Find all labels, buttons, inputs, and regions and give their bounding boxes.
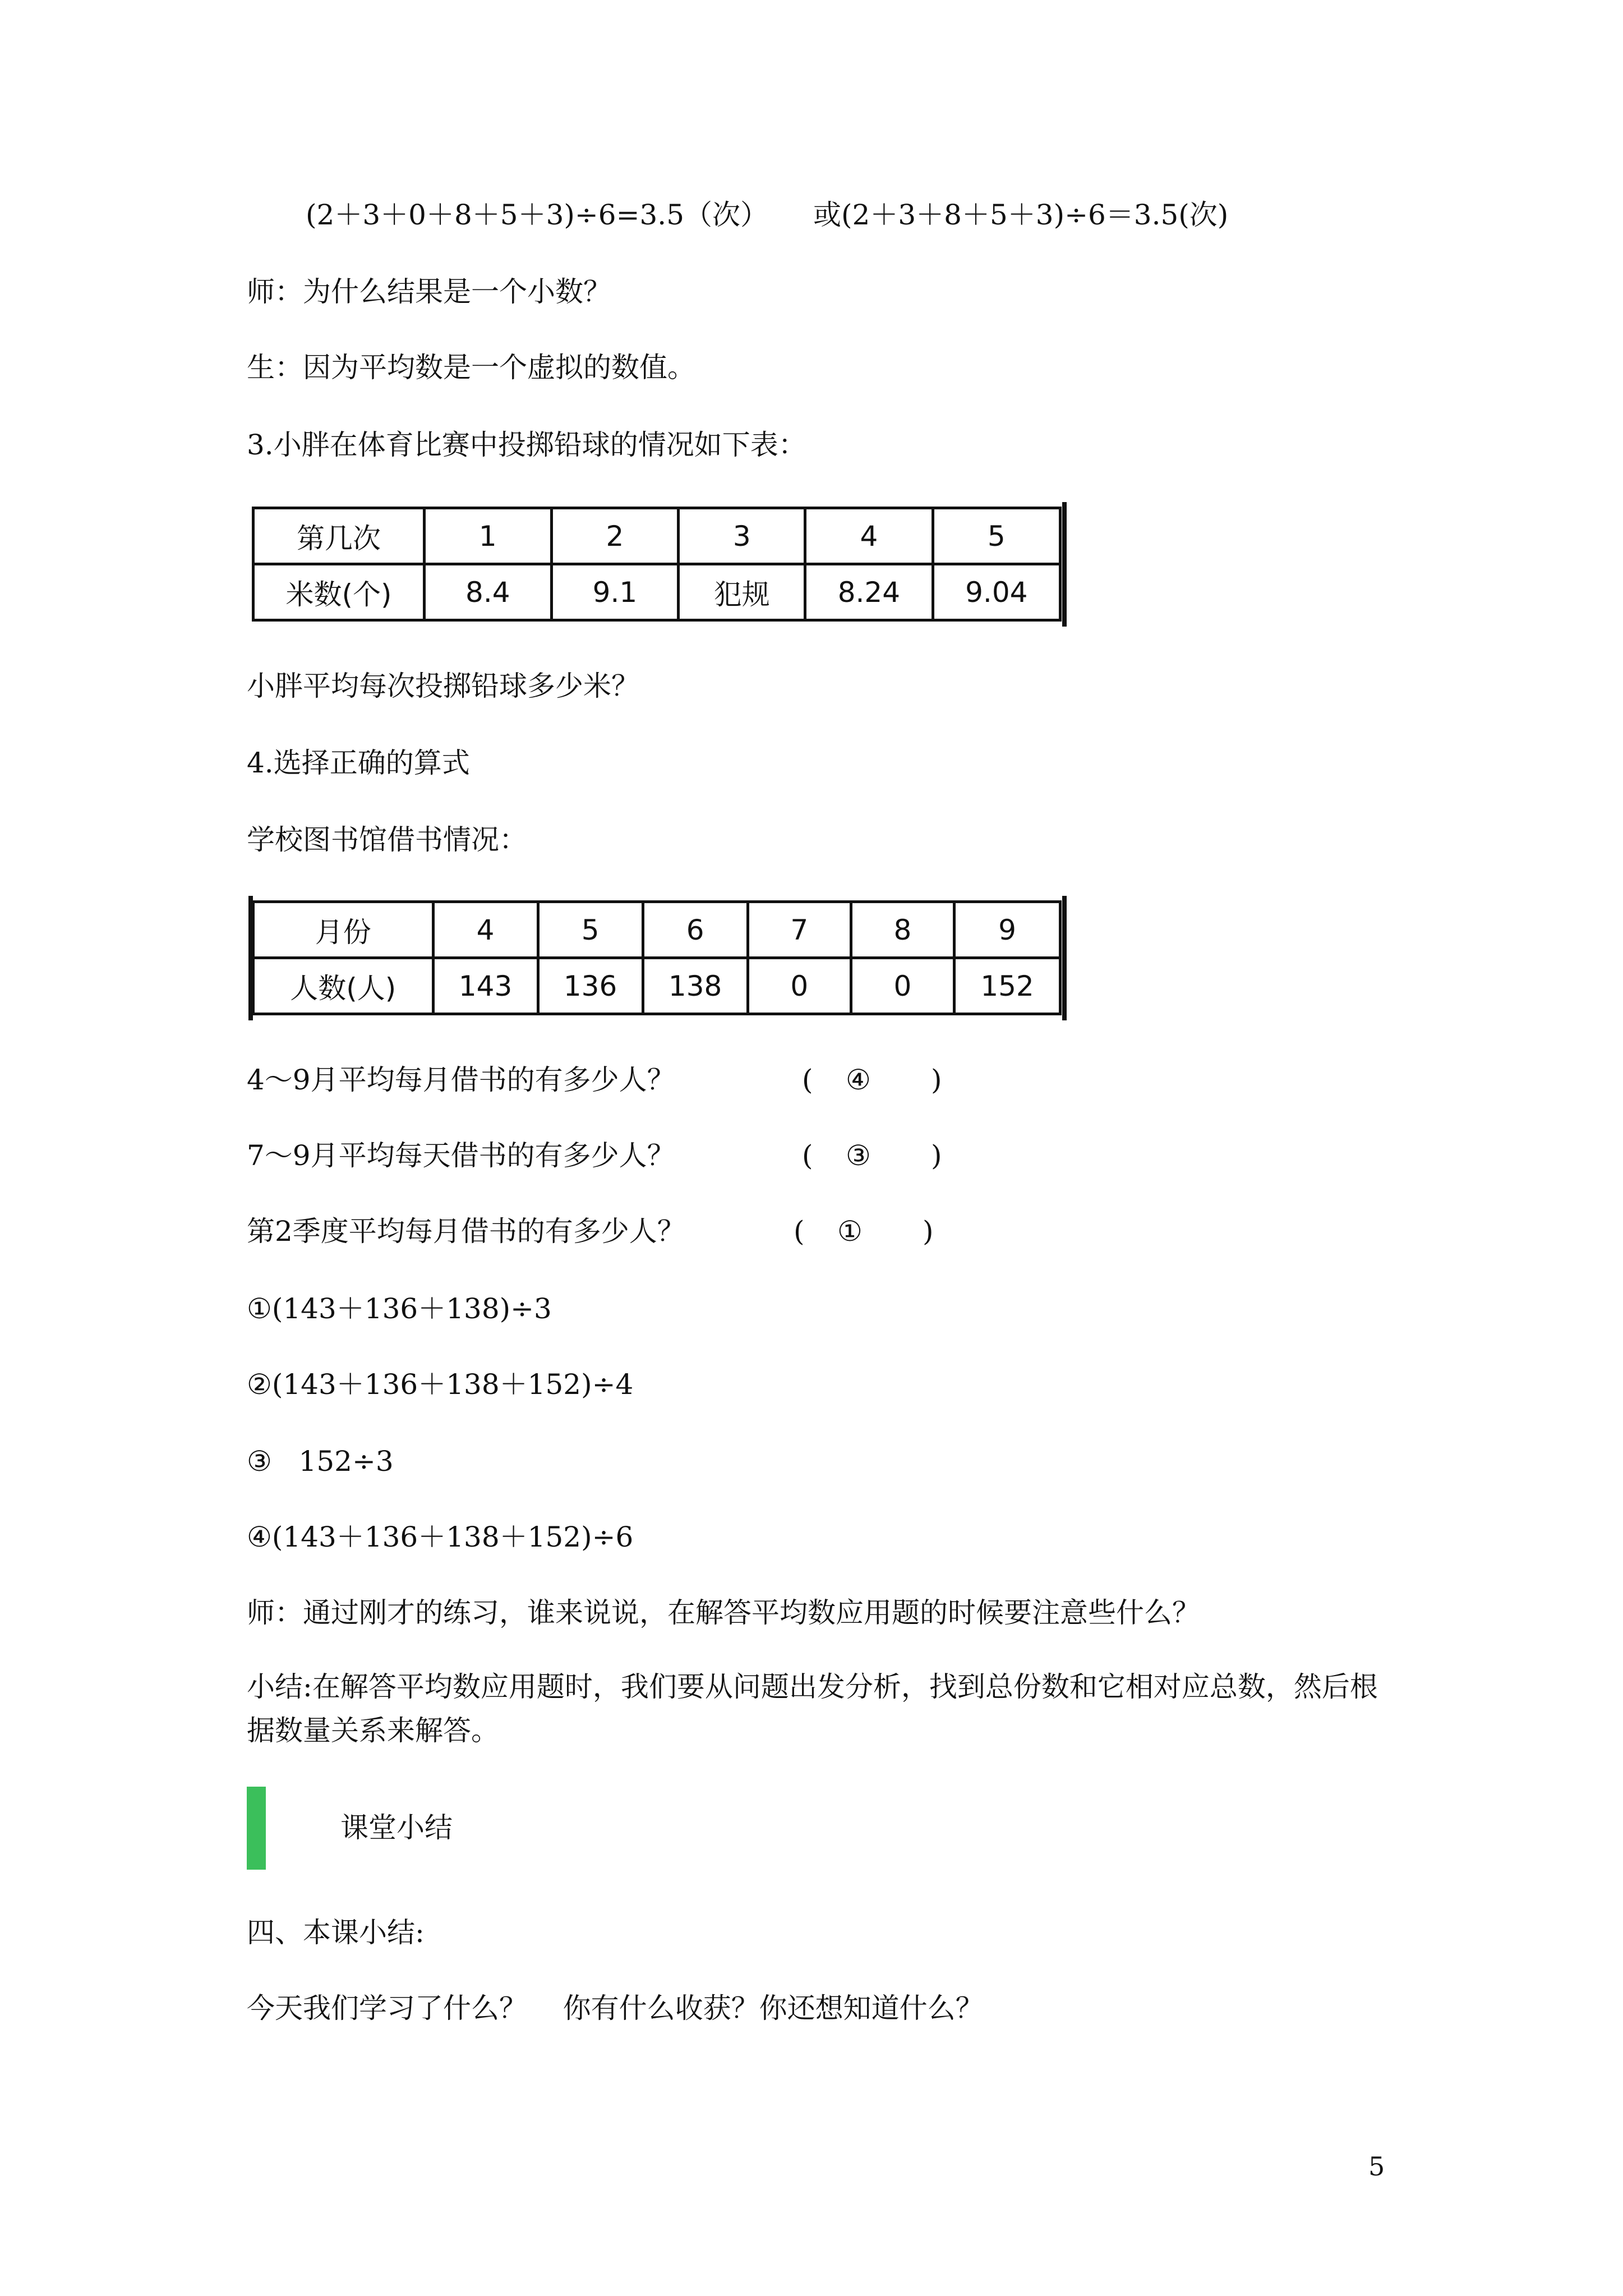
table-cell: 3 — [679, 508, 805, 564]
formula-a: (2＋3＋0＋8＋5＋3)÷6=3.5（次） — [306, 199, 768, 231]
table-cell: 米数(个) — [253, 564, 425, 620]
table-cell: 8.4 — [425, 564, 552, 620]
table-cell: 8.24 — [805, 564, 933, 620]
table-library-right-border — [1062, 896, 1067, 1020]
table-cell: 5 — [538, 902, 643, 958]
choice-question-text: 4～9月平均每月借书的有多少人？ — [247, 1064, 675, 1096]
table-cell: 第几次 — [253, 508, 425, 564]
question-3-title: 3.小胖在体育比赛中投掷铅球的情况如下表： — [247, 429, 806, 461]
table-cell: 138 — [643, 958, 748, 1014]
table-row — [253, 958, 1061, 1014]
option-2: ②(143＋136＋138＋152)÷4 — [247, 1368, 634, 1401]
table-library — [252, 900, 1062, 1015]
option-4: ④(143＋136＋138＋152)÷6 — [247, 1521, 634, 1553]
choice-answer: ③ — [846, 1139, 871, 1172]
table-cell: 152 — [955, 958, 1061, 1014]
table-cell: 犯规 — [679, 564, 805, 620]
part-4-questions: 今天我们学习了什么？ 你有什么收获？你还想知道什么？ — [247, 1992, 984, 2024]
choice-close-paren: ) — [931, 1139, 942, 1172]
table-shotput — [252, 507, 1062, 622]
table-cell: 月份 — [253, 902, 434, 958]
part-4-title: 四、本课小结: — [247, 1916, 425, 1949]
page-number: 5 — [1368, 2151, 1385, 2182]
table-cell: 9 — [955, 902, 1061, 958]
choice-answer: ① — [837, 1215, 863, 1248]
choice-question — [247, 1212, 942, 1251]
question-4-title: 4.选择正确的算式 — [247, 747, 470, 779]
question-4-intro: 学校图书馆借书情况： — [247, 823, 527, 856]
table-cell: 4 — [433, 902, 538, 958]
table-cell: 5 — [933, 508, 1060, 564]
table-row — [253, 564, 1061, 620]
table-cell: 1 — [425, 508, 552, 564]
table-cell: 6 — [643, 902, 748, 958]
table-cell: 8 — [851, 902, 954, 958]
question-3-prompt: 小胖平均每次投掷铅球多少米？ — [247, 670, 639, 702]
table-cell: 136 — [538, 958, 643, 1014]
summary-paragraph: 小结:在解答平均数应用题时，我们要从问题出发分析，找到总份数和它相对应总数，然后根据数量关系来解答。 — [247, 1671, 1378, 1747]
formula-line — [306, 195, 1228, 234]
formula-b: 或(2＋3＋8＋5＋3)÷6＝3.5(次) — [813, 199, 1229, 231]
table-row — [253, 902, 1061, 958]
table-cell: 9.1 — [551, 564, 679, 620]
table-shotput-right-border — [1062, 502, 1067, 627]
table-cell: 4 — [805, 508, 933, 564]
table-cell: 7 — [748, 902, 851, 958]
choice-close-paren: ) — [931, 1064, 942, 1096]
option-3: ③ 152÷3 — [247, 1445, 394, 1478]
choice-answer: ④ — [846, 1064, 871, 1096]
table-cell: 143 — [433, 958, 538, 1014]
choice-question — [247, 1136, 942, 1175]
choice-question-text: 7～9月平均每天借书的有多少人？ — [247, 1139, 675, 1172]
choice-question — [247, 1060, 942, 1099]
teacher-prompt: 师：通过刚才的练习，谁来说说，在解答平均数应用题的时候要注意些什么？ — [247, 1596, 1200, 1629]
choice-close-paren: ) — [923, 1215, 934, 1248]
table-cell: 0 — [748, 958, 851, 1014]
teacher-question: 师：为什么结果是一个小数？ — [247, 275, 611, 308]
table-cell: 9.04 — [933, 564, 1060, 620]
section-title: 课堂小结 — [340, 1811, 453, 1844]
choice-open-paren: ( — [802, 1139, 813, 1172]
student-answer: 生：因为平均数是一个虚拟的数值。 — [247, 351, 695, 384]
table-cell: 0 — [851, 958, 954, 1014]
choice-open-paren: ( — [802, 1064, 813, 1096]
table-row — [253, 508, 1061, 564]
choice-question-text: 第2季度平均每月借书的有多少人？ — [247, 1215, 685, 1248]
choice-open-paren: ( — [794, 1215, 805, 1248]
table-cell: 2 — [551, 508, 679, 564]
section-marker-bar — [247, 1787, 266, 1870]
option-1: ①(143＋136＋138)÷3 — [247, 1292, 552, 1325]
table-cell: 人数(人) — [253, 958, 434, 1014]
